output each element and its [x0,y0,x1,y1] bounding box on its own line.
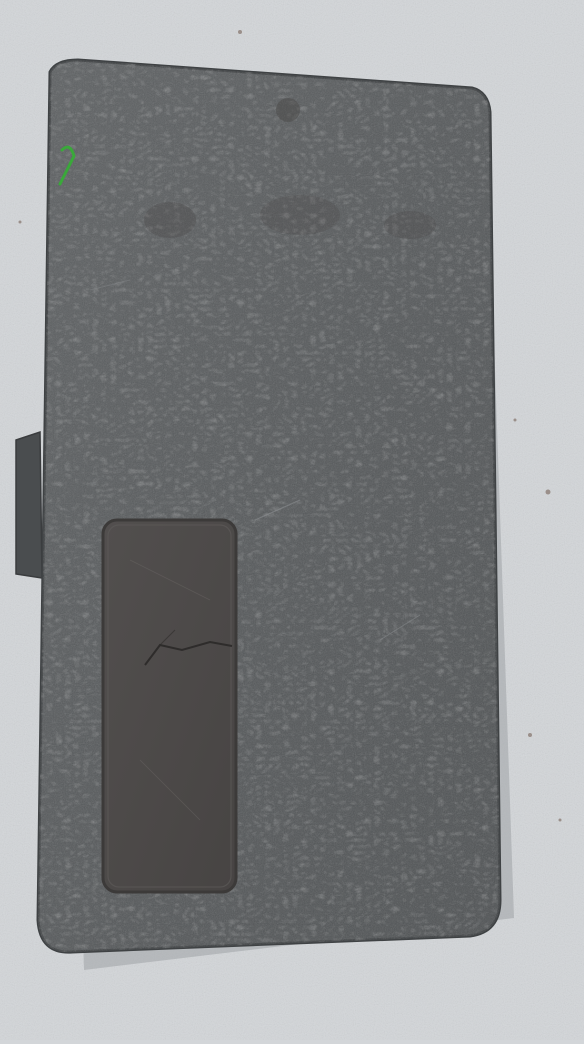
recessed-window [103,520,236,892]
side-tab [16,432,42,578]
